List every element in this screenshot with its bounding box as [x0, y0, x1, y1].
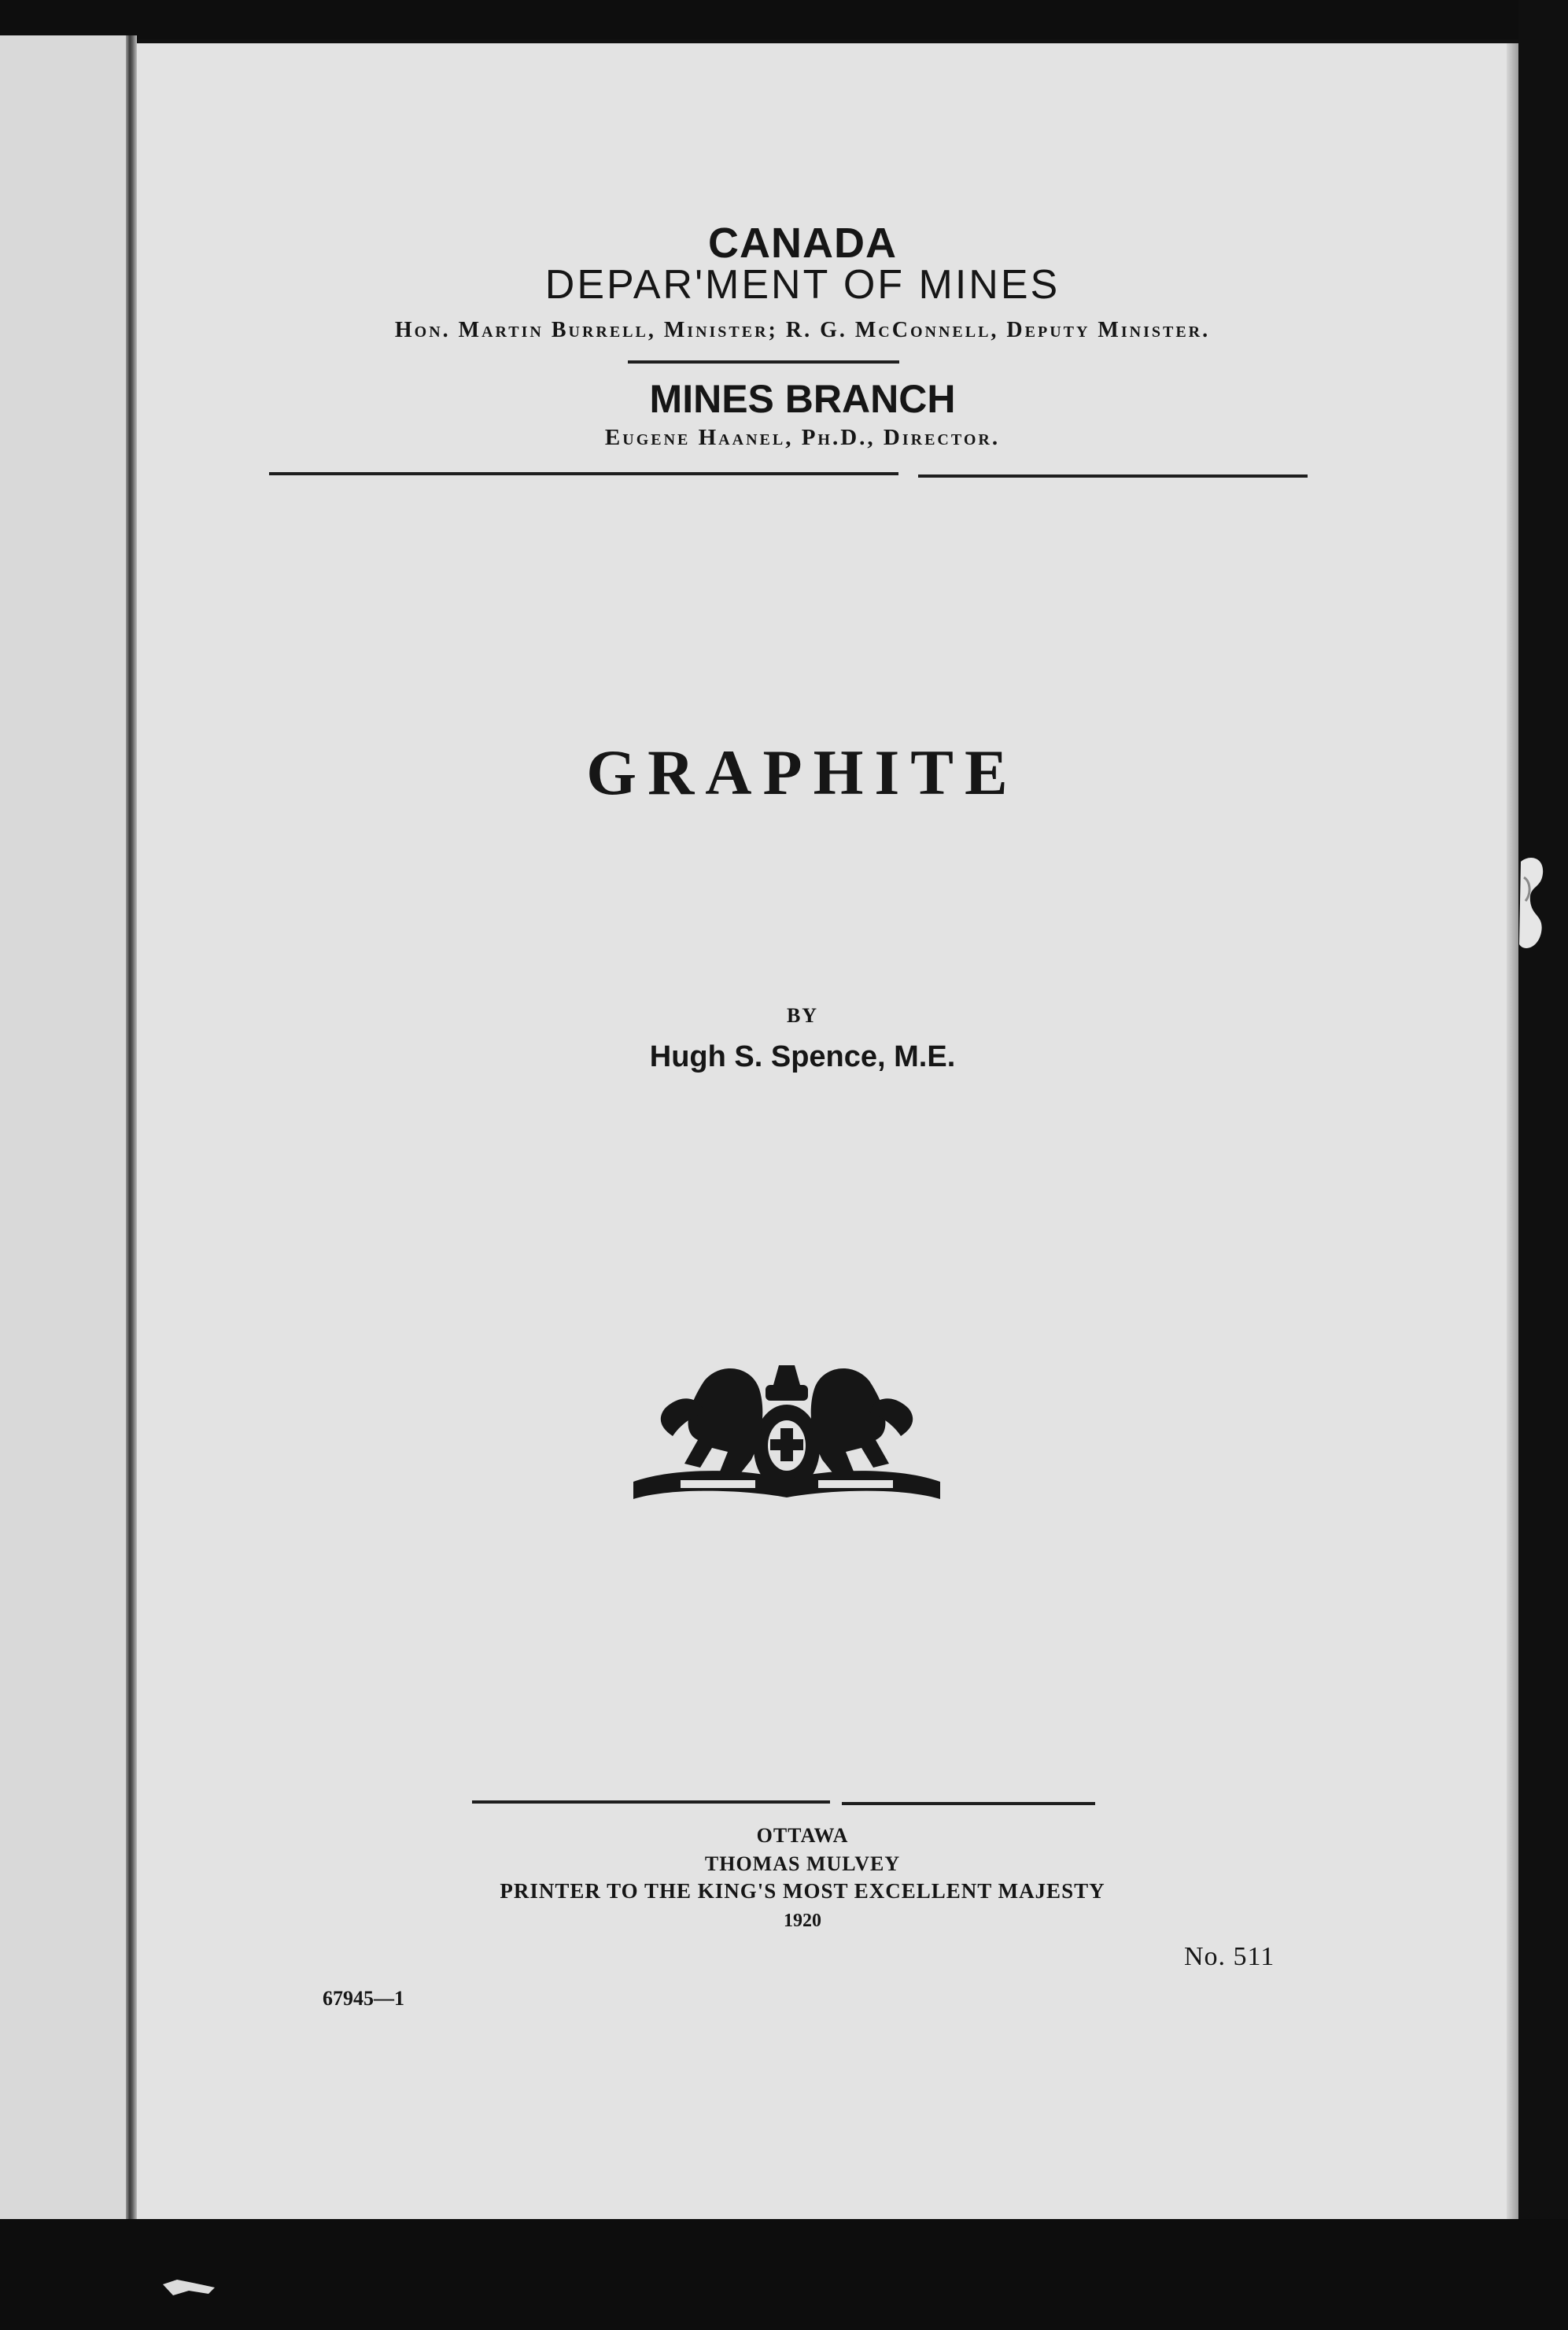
binding-clip-icon [1515, 854, 1546, 956]
scan-right-border [1518, 0, 1568, 2330]
scan-bottom-border [0, 2219, 1568, 2330]
country-heading: CANADA [708, 220, 897, 267]
header-divider-right [918, 474, 1308, 478]
author-name: Hugh S. Spence, M.E. [649, 1040, 956, 1073]
paper-scrap-icon [161, 2278, 216, 2297]
byline-label: BY [786, 1004, 819, 1027]
director-line: Eugene Haanel, Ph.D., Director. [604, 425, 1001, 450]
imprint-year: 1920 [784, 1911, 821, 1931]
imprint-divider-right [842, 1802, 1095, 1805]
page-right-edge [1507, 43, 1518, 2219]
department-heading: DEPAR'MENT OF MINES [544, 262, 1061, 308]
imprint-printer: THOMAS MULVEY [704, 1852, 901, 1875]
royal-coat-of-arms-icon [625, 1350, 948, 1503]
scan-top-border [0, 0, 1568, 39]
imprint-divider-left [472, 1800, 830, 1804]
print-code: 67945—1 [323, 1987, 404, 2010]
officials-line: Hon. Martin Burrell, Minister; R. G. McConnell, Deputy Minister. [394, 318, 1211, 342]
facing-page [0, 35, 130, 2221]
imprint-city: OTTAWA [756, 1824, 849, 1847]
publication-title: GRAPHITE [586, 737, 1019, 808]
report-number: No. 511 [1184, 1942, 1275, 1971]
imprint-printer-title: PRINTER TO THE KING'S MOST EXCELLENT MAJESTY [500, 1879, 1105, 1903]
branch-heading: MINES BRANCH [649, 377, 956, 421]
header-divider-short [628, 360, 899, 364]
header-divider-left [269, 472, 898, 475]
